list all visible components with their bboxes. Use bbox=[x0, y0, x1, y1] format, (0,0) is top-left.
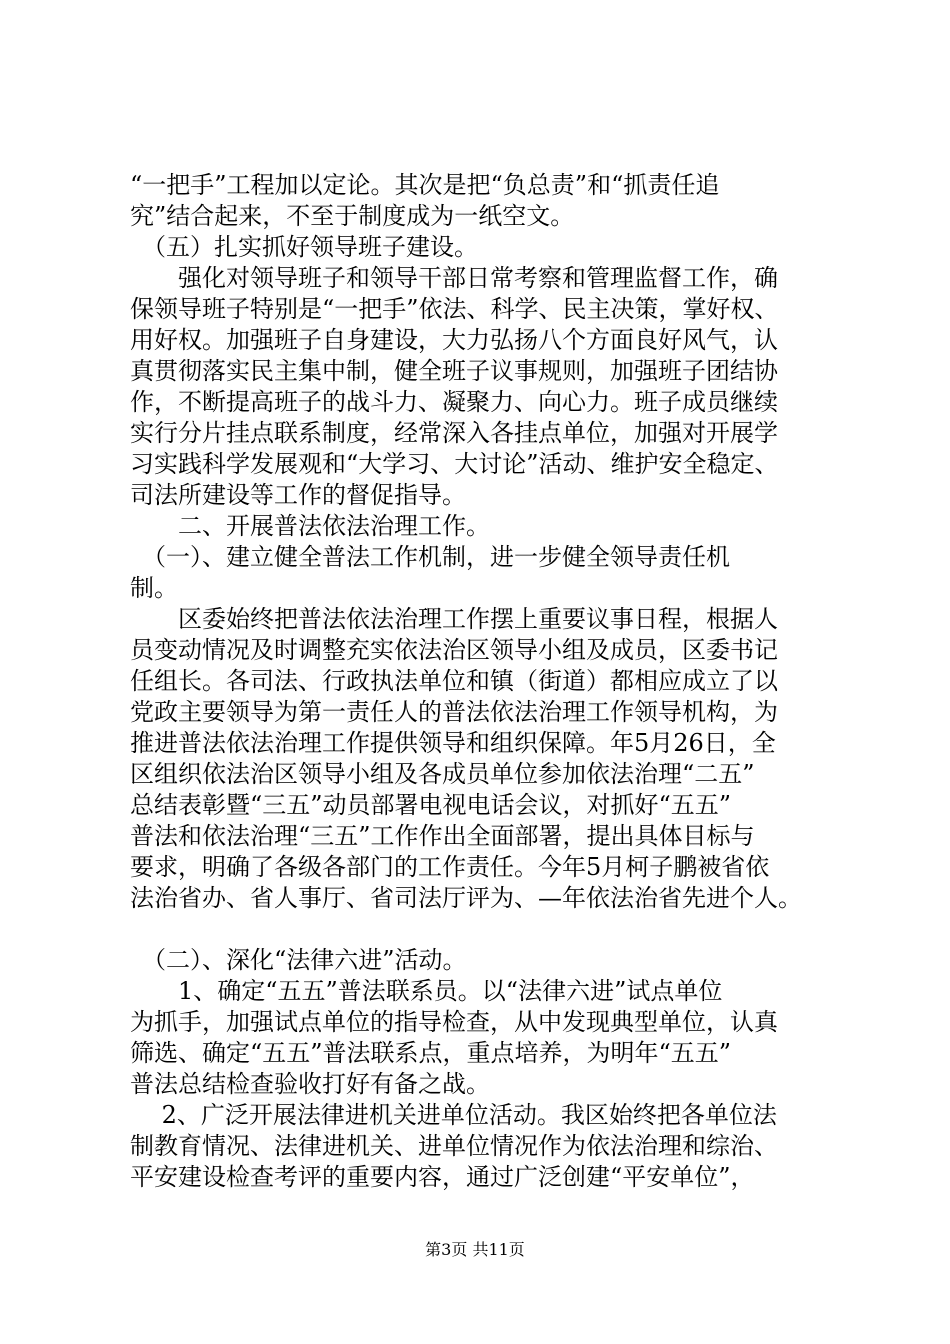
text-line: 制教育情况、法律进机关、进单位情况作为依法治理和综治、 bbox=[130, 1132, 778, 1160]
text-line: （五）扎实抓好领导班子建设。 bbox=[130, 233, 478, 261]
text-line: 任组长。各司法、行政执法单位和镇（街道）都相应成立了以 bbox=[130, 667, 778, 695]
text-line: 制。 bbox=[130, 574, 178, 602]
text-line: 区组织依法治区领导小组及各成员单位参加依法治理“二五” bbox=[130, 760, 755, 788]
document-body bbox=[130, 170, 830, 1193]
text-line: （二）、深化“法律六进”活动。 bbox=[130, 946, 467, 974]
text-line: 法治省办、省人事厅、省司法厅评为、—年依法治省先进个人。 bbox=[130, 884, 802, 912]
text-line: 作，不断提高班子的战斗力、凝聚力、向心力。班子成员继续 bbox=[130, 388, 778, 416]
text-line: （一）、建立健全普法工作机制，进一步健全领导责任机 bbox=[130, 543, 730, 571]
text-line: 筛选、确定“五五”普法联系点，重点培养，为明年“五五” bbox=[130, 1039, 732, 1067]
text-line: 强化对领导班子和领导干部日常考察和管理监督工作，确 bbox=[130, 264, 778, 292]
text-line: 推进普法依法治理工作提供领导和组织保障。年5月26日，全 bbox=[130, 729, 776, 757]
text-line bbox=[130, 914, 830, 945]
text-line: 2、广泛开展法律进机关进单位活动。我区始终把各单位法 bbox=[130, 1101, 777, 1129]
text-line: 究”结合起来，不至于制度成为一纸空文。 bbox=[130, 202, 575, 230]
text-line: 区委始终把普法依法治理工作摆上重要议事日程，根据人 bbox=[130, 605, 778, 633]
text-line: 党政主要领导为第一责任人的普法依法治理工作领导机构，为 bbox=[130, 698, 778, 726]
text-line: 真贯彻落实民主集中制，健全班子议事规则，加强班子团结协 bbox=[130, 357, 778, 385]
text-line: 用好权。加强班子自身建设，大力弘扬八个方面良好风气，认 bbox=[130, 326, 778, 354]
text-line: 实行分片挂点联系制度，经常深入各挂点单位，加强对开展学 bbox=[130, 419, 778, 447]
text-line: 二、开展普法依法治理工作。 bbox=[130, 512, 490, 540]
text-line: 总结表彰暨“三五”动员部署电视电话会议，对抓好“五五” bbox=[130, 791, 732, 819]
text-line: 习实践科学发展观和“大学习、大讨论”活动、维护安全稳定、 bbox=[130, 450, 779, 478]
text-line: 员变动情况及时调整充实依法治区领导小组及成员，区委书记 bbox=[130, 636, 778, 664]
text-line: 要求，明确了各级各部门的工作责任。今年5月柯子鹏被省依 bbox=[130, 853, 770, 881]
text-line: 保领导班子特别是“一把手”依法、科学、民主决策，掌好权、 bbox=[130, 295, 779, 323]
text-line: 1、确定“五五”普法联系员。以“法律六进”试点单位 bbox=[130, 977, 723, 1005]
text-line: 普法和依法治理“三五”工作作出全面部署，提出具体目标与 bbox=[130, 822, 755, 850]
text-line: 普法总结检查验收打好有备之战。 bbox=[130, 1070, 490, 1098]
text-line: “一把手”工程加以定论。其次是把“负总责”和“抓责任追 bbox=[130, 171, 720, 199]
page-number: 第3页 共11页 bbox=[425, 1240, 525, 1259]
text-line: 为抓手，加强试点单位的指导检查，从中发现典型单位，认真 bbox=[130, 1008, 778, 1036]
text-line: 司法所建设等工作的督促指导。 bbox=[130, 481, 466, 509]
text-line: 平安建设检查考评的重要内容，通过广泛创建“平安单位”， bbox=[130, 1163, 755, 1191]
